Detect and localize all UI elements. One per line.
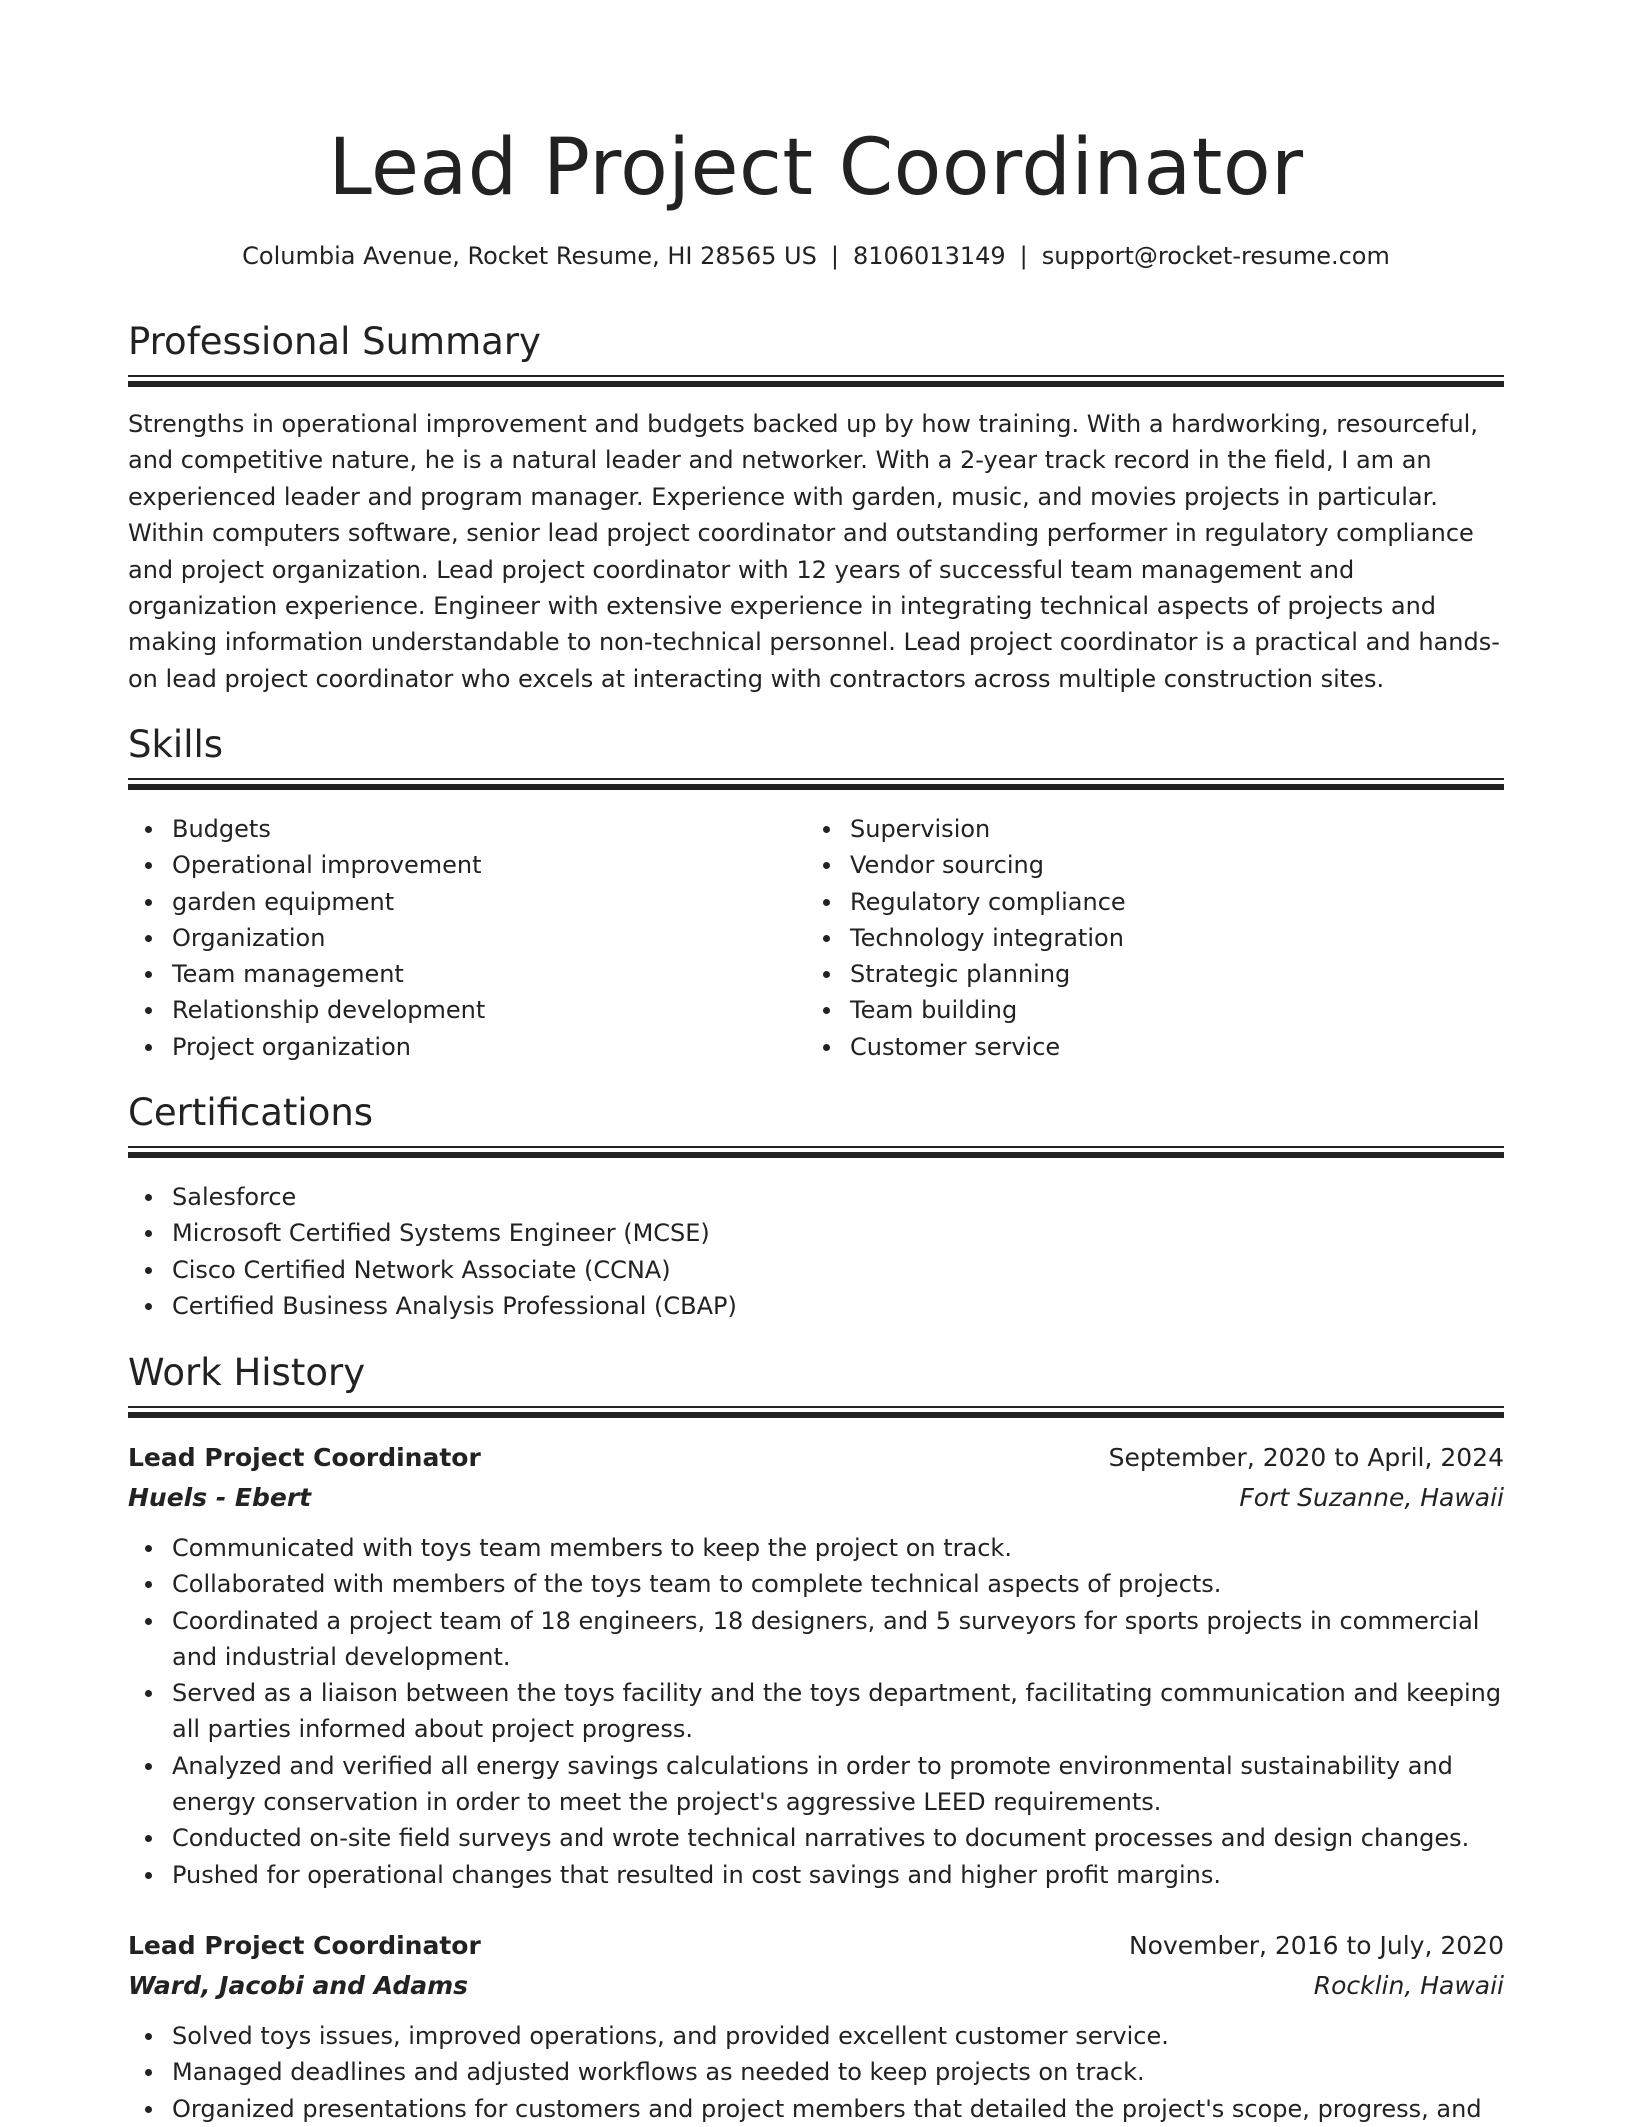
skill-item: Supervision [806, 811, 1446, 847]
section-divider [128, 1152, 1504, 1158]
contact-line [128, 238, 1504, 274]
job-dates: November, 2016 to July, 2020 [1128, 1931, 1504, 1960]
certifications-heading: Certifications [128, 1091, 374, 1134]
section-divider [128, 1146, 1504, 1148]
certification-item: Microsoft Certified Systems Engineer (MCSE) [128, 1215, 1504, 1251]
skill-item: Customer service [806, 1029, 1446, 1065]
job-bullet: Coordinated a project team of 18 engineers, 18 designers, and 5 surveyors for sports projects in commercial and industrial development. [128, 1603, 1504, 1676]
job-title: Lead Project Coordinator [128, 1931, 481, 1960]
skill-item: Regulatory compliance [806, 884, 1446, 920]
job-bullet: Organized presentations for customers and project members that detailed the project's scope, progress, and [128, 2091, 1504, 2127]
work-history-heading: Work History [128, 1351, 366, 1394]
skill-item: Vendor sourcing [806, 847, 1446, 883]
job-subheader-row [128, 1966, 1504, 2006]
contact-separator: | [830, 242, 839, 270]
section-divider [128, 381, 1504, 387]
job-title: Lead Project Coordinator [128, 1443, 481, 1472]
contact-phone: 8106013149 [852, 242, 1006, 270]
job-bullet: Communicated with toys team members to keep the project on track. [128, 1530, 1504, 1566]
certification-item: Certified Business Analysis Professional (CBAP) [128, 1288, 1504, 1324]
skill-item: Budgets [128, 811, 768, 847]
certification-item: Salesforce [128, 1179, 1504, 1215]
resume-name: Lead Project Coordinator [328, 123, 1304, 213]
skills-column-left [128, 811, 768, 1065]
section-divider [128, 1406, 1504, 1408]
section-divider [128, 784, 1504, 790]
skills-column-right [806, 811, 1446, 1065]
skill-item: garden equipment [128, 884, 768, 920]
work-history-section [128, 1348, 1504, 1418]
job-dates: September, 2020 to April, 2024 [1108, 1443, 1504, 1472]
job-location: Fort Suzanne, Hawaii [1239, 1483, 1504, 1512]
skills-list-right [806, 811, 1446, 1065]
job-bullet: Conducted on-site field surveys and wrote technical narratives to document processes and design changes. [128, 1820, 1504, 1856]
job-company: Ward, Jacobi and Adams [128, 1971, 469, 2000]
skill-item: Relationship development [128, 992, 768, 1028]
section-divider [128, 778, 1504, 780]
certifications-section [128, 1088, 1504, 1158]
summary-text: Strengths in operational improvement and budgets backed up by how training. With a hardworking, resourceful, and competitive nature, he is a natural leader and networker. With a 2-year track record in the field, I am an experienced leader and program manager. Experience with garden, music, and movies projects in particular. Within computers software, senior lead project coordinator and outstanding performer in regulatory compliance and project organization. Lead project coordinator with 12 years of successful team management and organization experience. Engineer with extensive experience in integrating technical aspects of projects and making information understandable to non-technical personnel. Lead project coordinator is a practical and hands-on lead project coordinator who excels at interacting with contractors across multiple construction sites. [128, 410, 1500, 693]
skill-item: Team management [128, 956, 768, 992]
skill-item: Team building [806, 992, 1446, 1028]
skill-item: Strategic planning [806, 956, 1446, 992]
job-subheader-row [128, 1478, 1504, 1518]
certifications-list [128, 1179, 1504, 1324]
contact-address: Columbia Avenue, Rocket Resume, HI 28565 US [242, 242, 817, 270]
job-entry [128, 1926, 1504, 2127]
job-bullets [128, 2018, 1504, 2127]
job-bullet: Served as a liaison between the toys facility and the toys department, facilitating communication and keeping all parties informed about project progress. [128, 1675, 1504, 1748]
skills-heading: Skills [128, 723, 224, 766]
certification-item: Cisco Certified Network Associate (CCNA) [128, 1252, 1504, 1288]
contact-email: support@rocket-resume.com [1041, 242, 1390, 270]
job-bullet: Analyzed and verified all energy savings calculations in order to promote environmental sustainability and energy conservation in order to meet the project's aggressive LEED requirements. [128, 1748, 1504, 1821]
skills-list-left [128, 811, 768, 1065]
job-bullet: Pushed for operational changes that resulted in cost savings and higher profit margins. [128, 1857, 1504, 1893]
job-bullet: Solved toys issues, improved operations, and provided excellent customer service. [128, 2018, 1504, 2054]
job-location: Rocklin, Hawaii [1313, 1971, 1504, 2000]
job-header-row [128, 1438, 1504, 1478]
skills-section [128, 720, 1504, 790]
job-company: Huels - Ebert [128, 1483, 312, 1512]
skill-item: Technology integration [806, 920, 1446, 956]
contact-separator: | [1019, 242, 1028, 270]
skill-item: Project organization [128, 1029, 768, 1065]
summary-section [128, 317, 1504, 387]
section-divider [128, 1412, 1504, 1418]
skill-item: Operational improvement [128, 847, 768, 883]
certifications-list-wrap [128, 1179, 1504, 1324]
job-bullet: Managed deadlines and adjusted workflows as needed to keep projects on track. [128, 2054, 1504, 2090]
skill-item: Organization [128, 920, 768, 956]
job-header-row [128, 1926, 1504, 1966]
job-entry [128, 1438, 1504, 1893]
summary-heading: Professional Summary [128, 320, 541, 363]
job-bullet: Collaborated with members of the toys team to complete technical aspects of projects. [128, 1566, 1504, 1602]
section-divider [128, 375, 1504, 377]
job-bullets [128, 1530, 1504, 1893]
